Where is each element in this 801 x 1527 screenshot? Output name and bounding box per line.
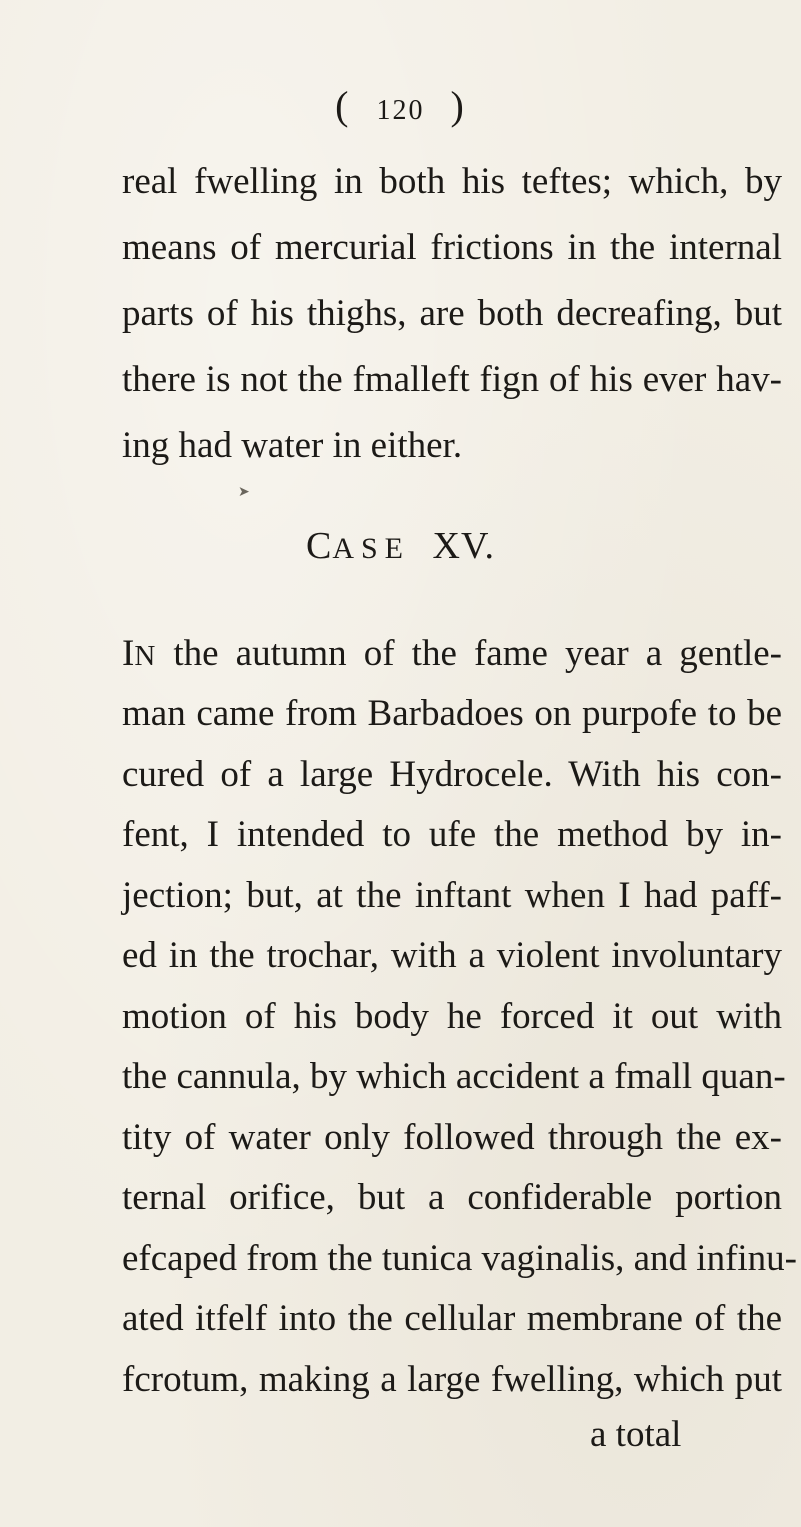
text-line-first [122,632,782,674]
text-line: man came from Barbadoes on purpofe to be [122,693,782,734]
text-line: ing had water in either. [122,425,463,466]
ornament-mark: ➤ [238,485,250,500]
case-heading-numeral: XV. [432,525,496,567]
text-line: ternal orifice, but a confiderable portion [122,1177,782,1218]
page-number-open-paren: ( [335,83,351,128]
page-header [0,82,801,129]
text-line: ated itfelf into the cellular membrane of the [122,1298,782,1339]
text-line: jection; but, at the inftant when I had paff- [122,874,782,916]
paragraph-opening-word: IN [122,632,157,674]
text-line: the cannula, by which accident a fmall quan- [122,1056,786,1097]
paragraph-opening-rest: the autumn of the fame year a gentle- [173,632,782,674]
text-line: parts of his thighs, are both decreafing, but [122,293,782,334]
text-line: cured of a large Hydrocele. With his con- [122,753,782,795]
text-line: motion of his body he forced it out with [122,995,782,1037]
catchword: a total [590,1414,682,1455]
case-heading-word: CASE [305,525,411,567]
case-heading [0,524,801,568]
text-line: fcrotum, making a large fwelling, which put [122,1358,782,1400]
text-line: there is not the fmalleft fign of his ever hav- [122,359,782,400]
text-line: real fwelling in both his teftes; which, by [122,161,782,202]
text-line: tity of water only followed through the ex- [122,1116,782,1158]
text-line: efcaped from the tunica vaginalis, and infinu- [122,1237,797,1279]
text-line: fent, I intended to ufe the method by in- [122,814,782,855]
page-number: 120 [376,95,425,126]
text-line: ed in the trochar, with a violent involuntary [122,935,782,976]
text-line: means of mercurial frictions in the internal [122,227,782,268]
page-number-close-paren: ) [450,83,466,128]
